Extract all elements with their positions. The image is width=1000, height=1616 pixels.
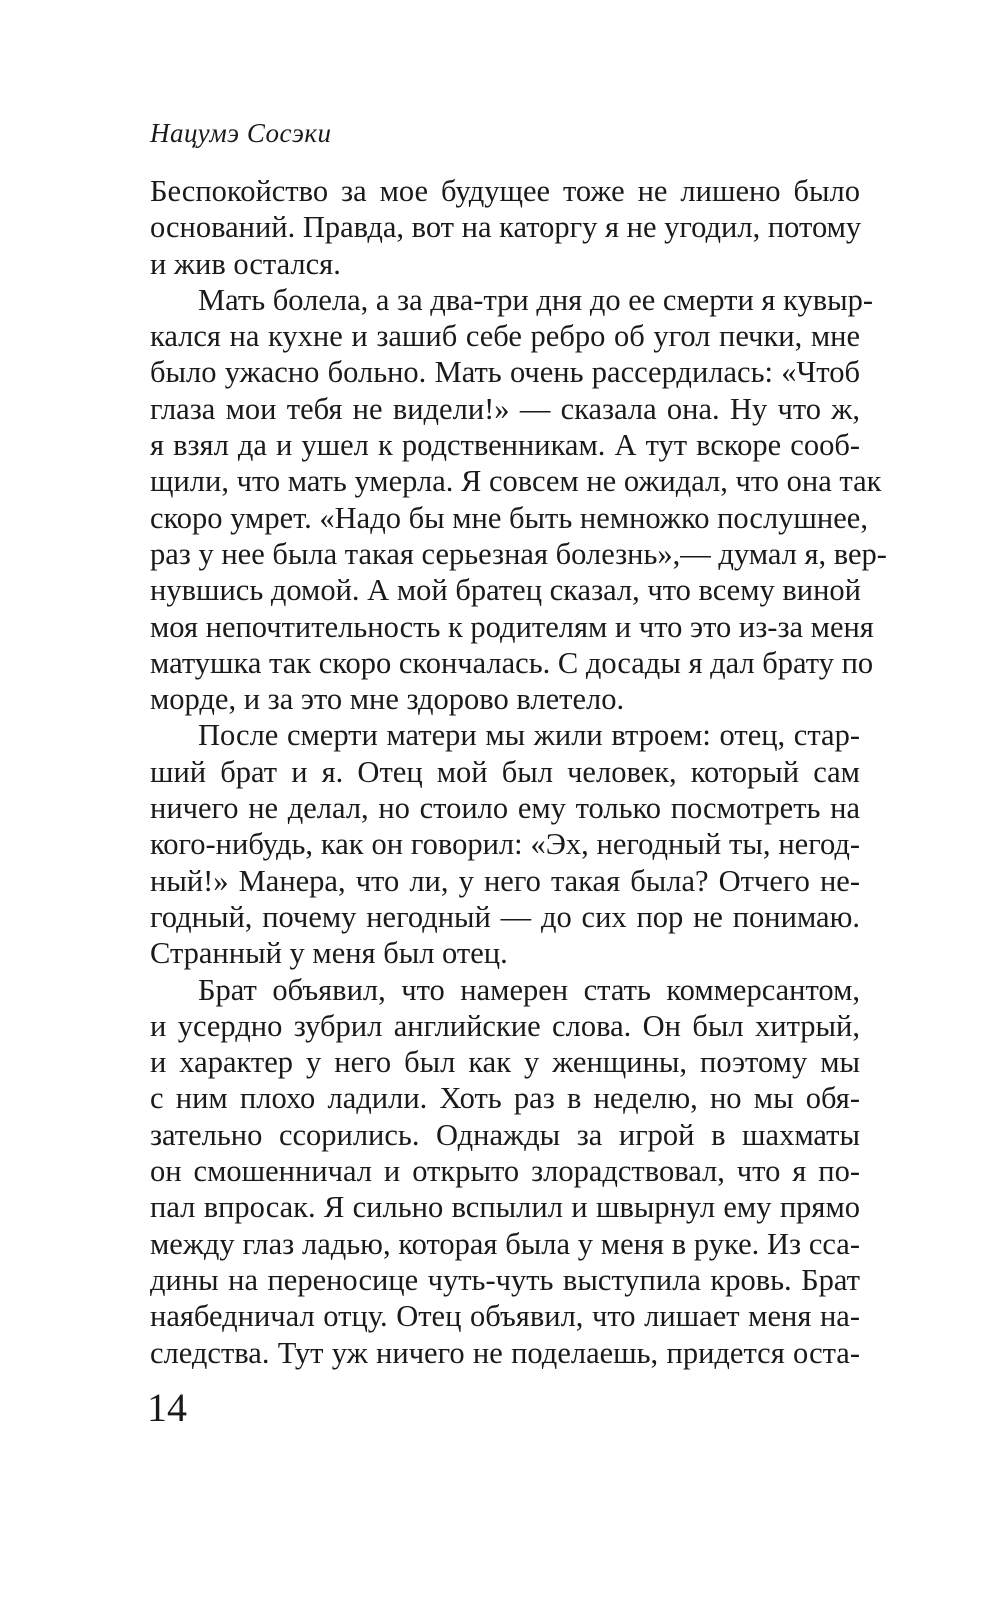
- text-line: нувшись домой. А мой братец сказал, что всему виной: [150, 573, 862, 608]
- text-line: ший брат и я. Отец мой был человек, который сам: [150, 754, 860, 789]
- text-line: и жив остался.: [150, 246, 341, 281]
- text-line: щили, что мать умерла. Я совсем не ожидал, что она так: [150, 464, 882, 499]
- text-line: он смошенничал и открыто злорадствовал, что я по-: [150, 1154, 860, 1189]
- text-line: Странный у меня был отец.: [150, 936, 508, 971]
- body-text: [150, 173, 887, 1371]
- text-line: следства. Тут уж ничего не поделаешь, придется оста-: [150, 1335, 860, 1370]
- text-line: раз у нее была такая серьезная болезнь»,— думал я, вер-: [150, 536, 887, 571]
- text-line: было ужасно больно. Мать очень рассердилась: «Чтоб: [150, 355, 860, 390]
- running-header-author: Нацумэ Сосэки: [150, 118, 332, 148]
- text-line: между глаз ладью, которая была у меня в руке. Из сса-: [150, 1226, 860, 1261]
- text-line: кался на кухне и зашиб себе ребро об угол печки, мне: [150, 319, 860, 354]
- page-number: 14: [147, 1385, 187, 1430]
- text-line: оснований. Правда, вот на каторгу я не угодил, потому: [150, 210, 862, 245]
- text-line: и усердно зубрил английские слова. Он был хитрый,: [150, 1008, 860, 1043]
- text-line: дины на переносице чуть-чуть выступила кровь. Брат: [150, 1262, 860, 1297]
- text-line: кого-нибудь, как он говорил: «Эх, негодный ты, негод-: [150, 827, 860, 862]
- text-line: моя непочтительность к родителям и что это из-за меня: [150, 609, 874, 644]
- text-line: зательно ссорились. Однажды за игрой в шахматы: [150, 1117, 860, 1152]
- text-line: с ним плохо ладили. Хоть раз в неделю, но мы обя-: [150, 1081, 860, 1116]
- text-line: годный, почему негодный — до сих пор не понимаю.: [150, 899, 860, 934]
- text-line: Беспокойство за мое будущее тоже не лишено было: [150, 174, 860, 208]
- text-line: скоро умрет. «Надо бы мне быть немножко послушнее,: [150, 500, 868, 535]
- text-line: пал впросак. Я сильно вспылил и швырнул ему прямо: [150, 1190, 860, 1225]
- text-line: и характер у него был как у женщины, поэтому мы: [150, 1045, 860, 1080]
- text-line: Брат объявил, что намерен стать коммерсантом,: [198, 972, 860, 1007]
- text-line: ный!» Манера, что ли, у него такая была? Отчего не-: [150, 863, 860, 898]
- text-line: Мать болела, а за два-три дня до ее смерти я кувыр-: [198, 282, 874, 317]
- text-line: я взял да и ушел к родственникам. А тут вскоре сооб-: [150, 428, 860, 463]
- text-line: матушка так скоро скончалась. С досады я дал брату по: [150, 645, 874, 680]
- text-line: морде, и за это мне здорово влетело.: [150, 682, 625, 717]
- text-line: наябедничал отцу. Отец объявил, что лишает меня на-: [150, 1299, 860, 1334]
- text-line: После смерти матери мы жили втроем: отец, стар-: [198, 718, 860, 753]
- text-line: ничего не делал, но стоило ему только посмотреть на: [150, 791, 860, 826]
- text-line: глаза мои тебя не видели!» — сказала она. Ну что ж,: [150, 391, 860, 426]
